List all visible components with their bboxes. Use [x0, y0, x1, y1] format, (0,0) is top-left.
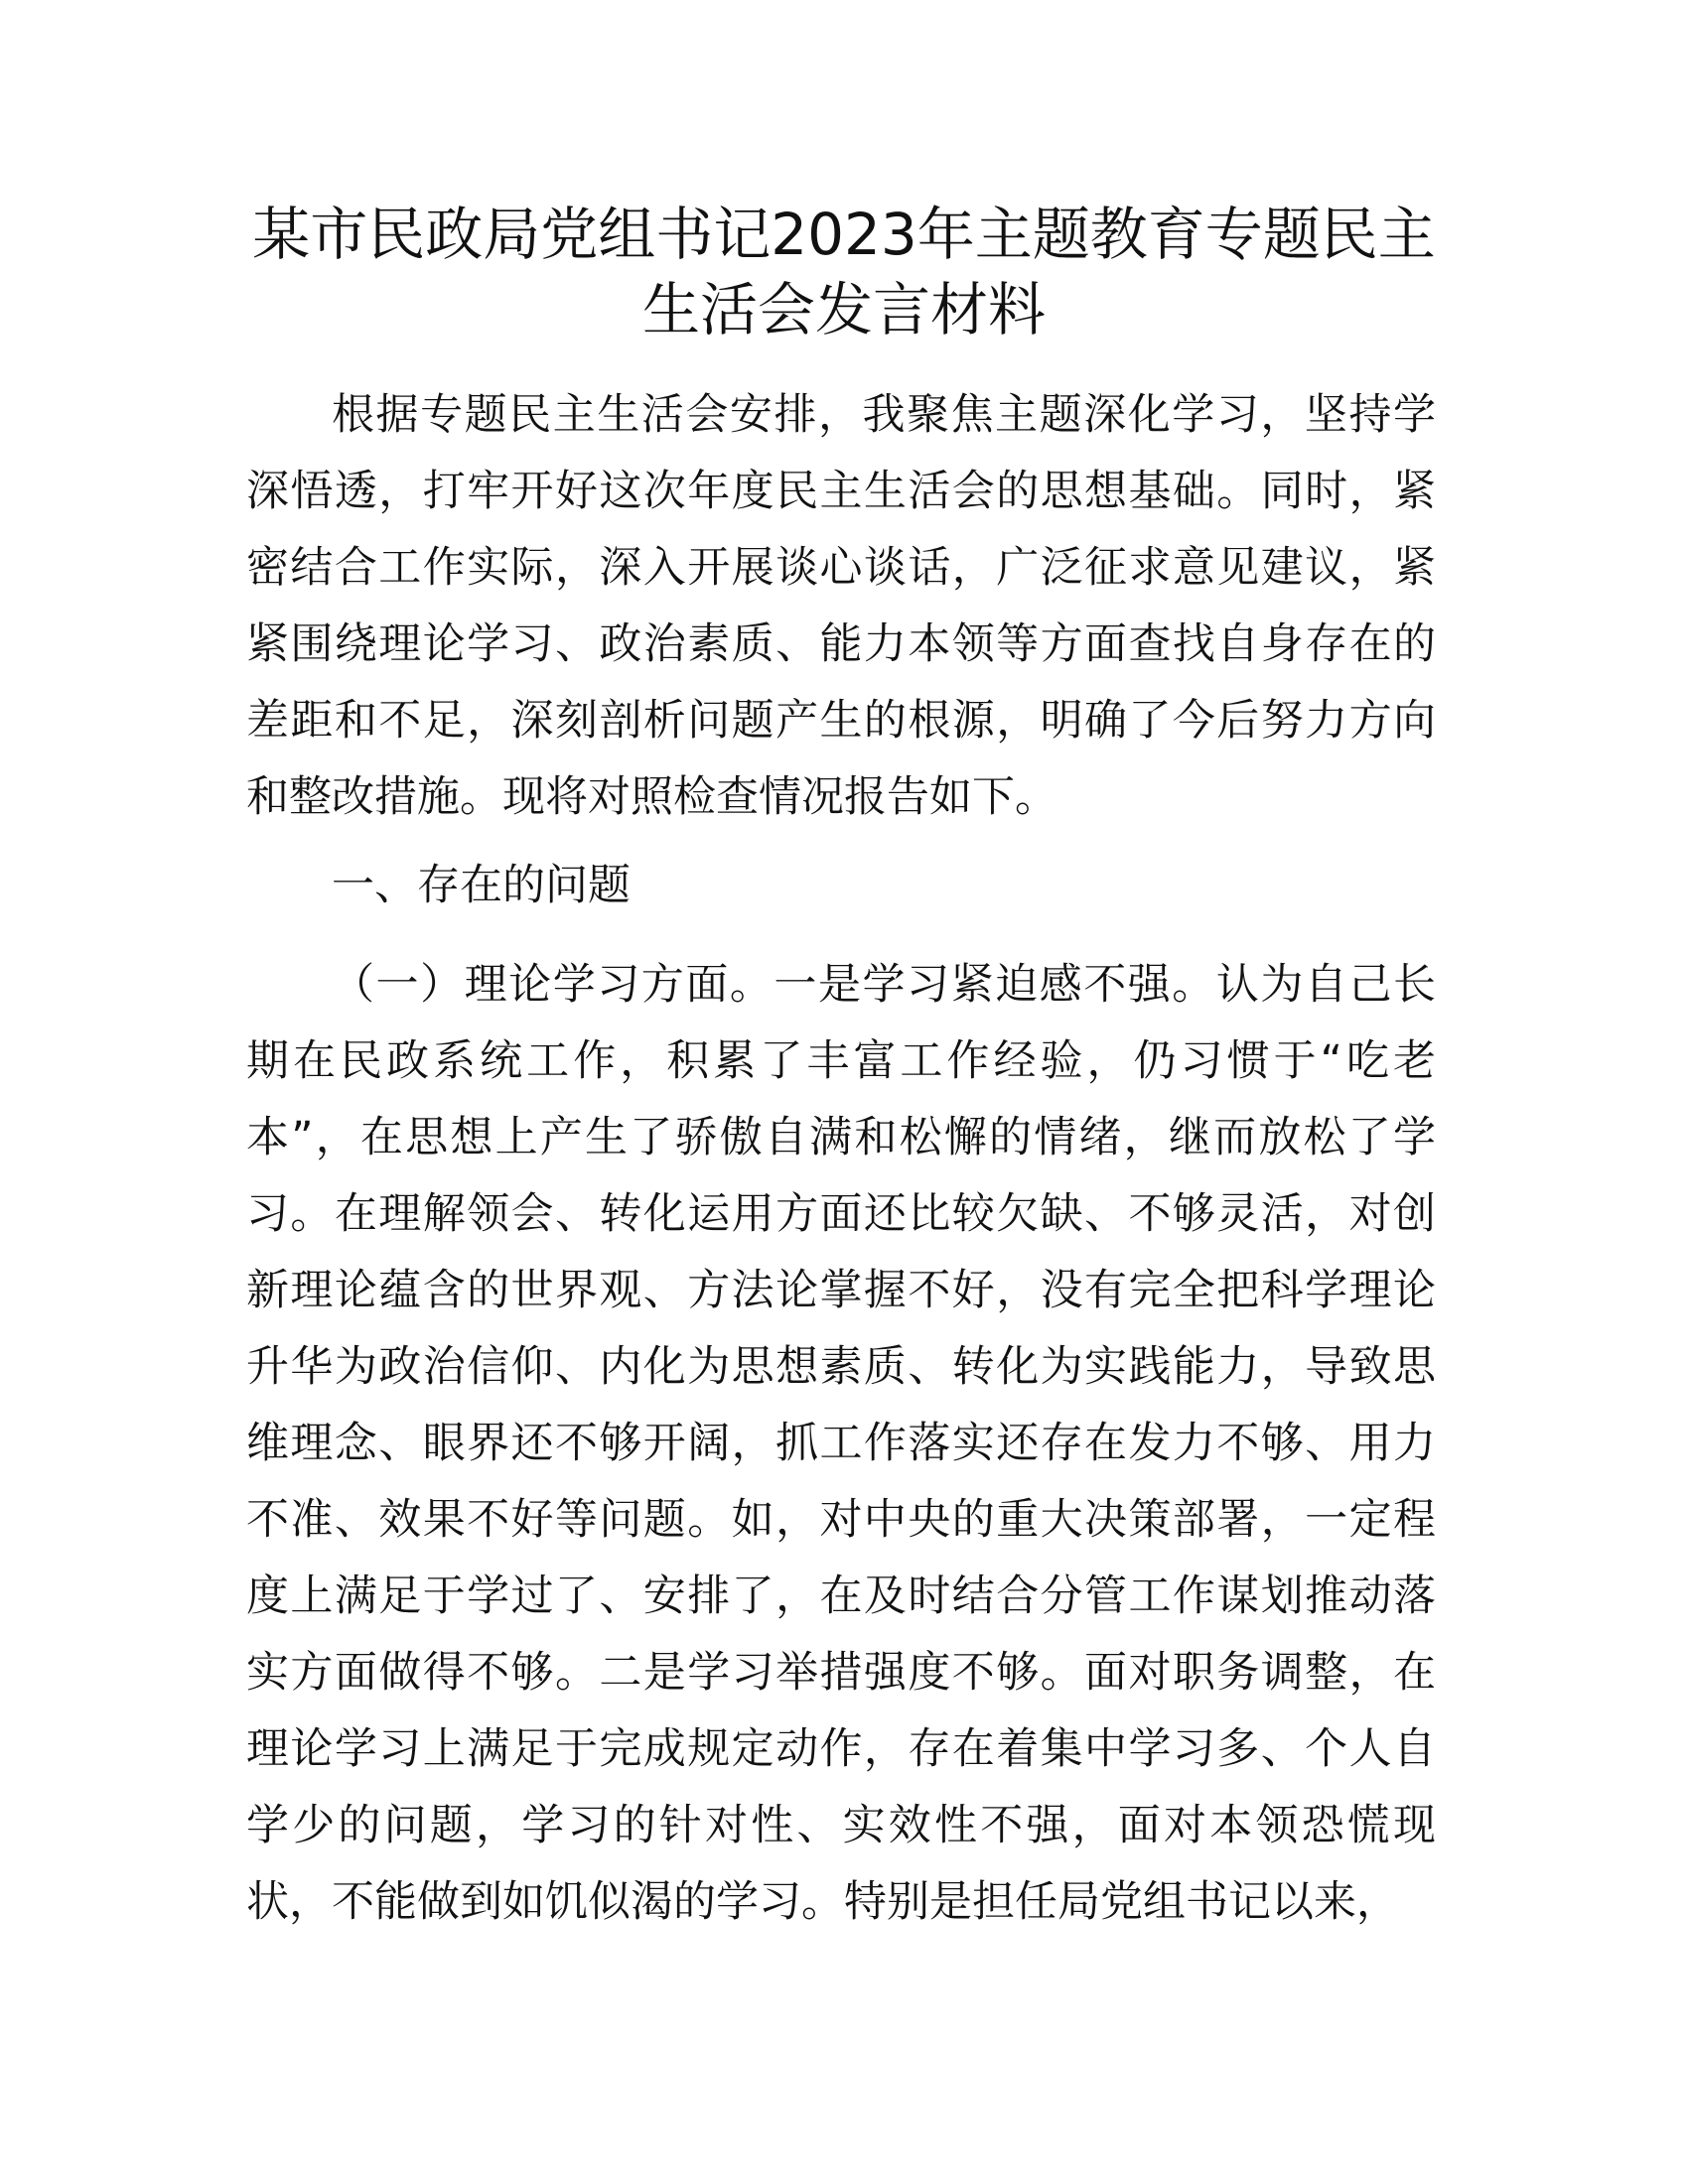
- section-paragraph: （一）理论学习方面。一是学习紧迫感不强。认为自己长期在民政系统工作，积累了丰富工作经验，仍习惯于“吃老本”，在思想上产生了骄傲自满和松懈的情绪，继而放松了学习。在理解领会、转化运用方面还比较欠缺、不够灵活，对创新理论蕴含的世界观、方法论掌握不好，没有完全把科学理论升华为政治信仰、内化为思想素质、转化为实践能力，导致思维理念、眼界还不够开阔，抓工作落实还存在发力不够、用力不准、效果不好等问题。如，对中央的重大决策部署，一定程度上满足于学过了、安排了，在及时结合分管工作谋划推动落实方面做得不够。二是学习举措强度不够。面对职务调整，在理论学习上满足于完成规定动作，存在着集中学习多、个人自学少的问题，学习的针对性、实效性不强，面对本领恐慌现状，不能做到如饥似渴的学习。特别是担任局党组书记以来，: [246, 960, 1436, 1927]
- section-heading: 一、存在的问题: [332, 861, 631, 910]
- document-title: 某市民政局党组书记2023年主题教育专题民主生活会发言材料: [252, 201, 1436, 343]
- intro-paragraph: 根据专题民主生活会安排，我聚焦主题深化学习，坚持学深悟透，打牢开好这次年度民主生活会的思想基础。同时，紧密结合工作实际，深入开展谈心谈话，广泛征求意见建议，紧紧围绕理论学习、政治素质、能力本领等方面查找自身存在的差距和不足，深刻剖析问题产生的根源，明确了今后努力方向和整改措施。现将对照检查情况报告如下。: [246, 390, 1436, 822]
